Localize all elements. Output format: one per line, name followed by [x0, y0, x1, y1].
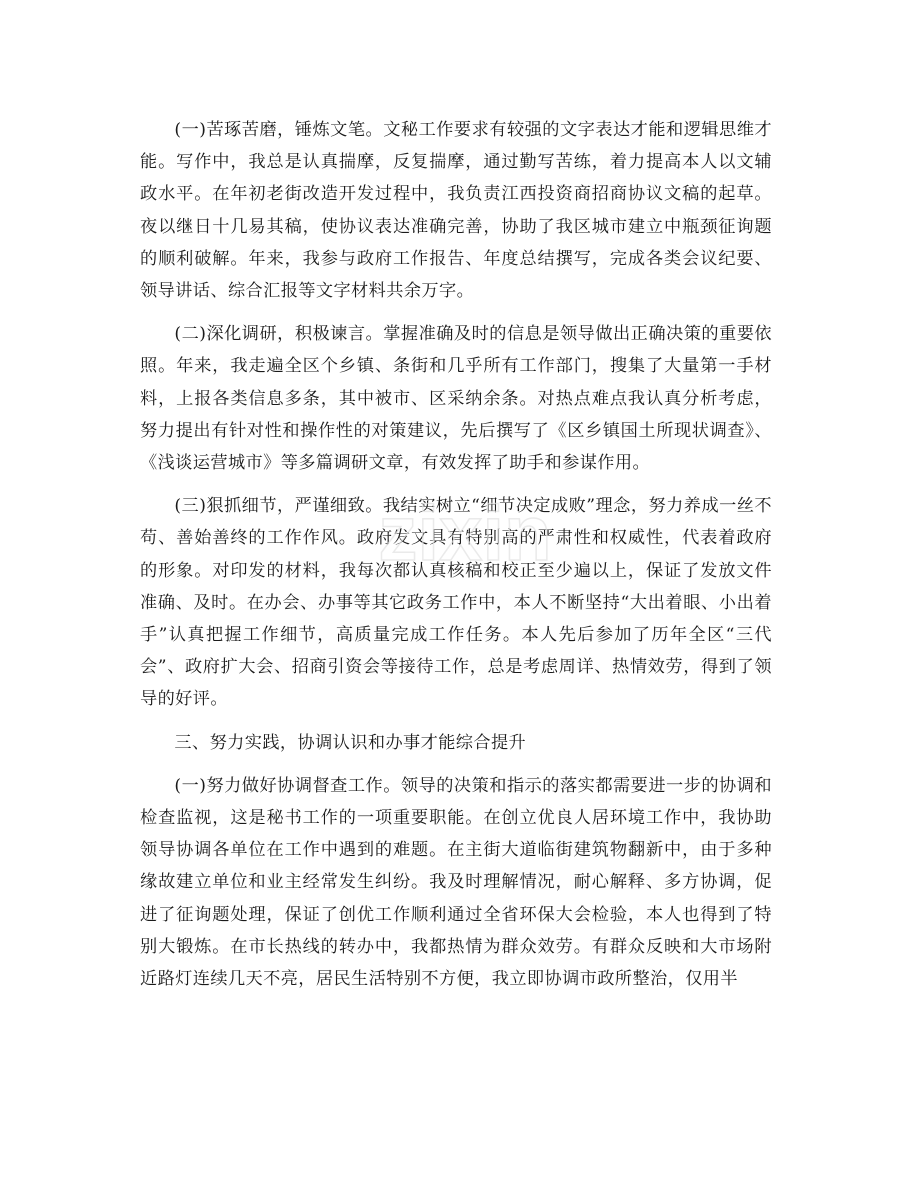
- paragraph-writing: (一)苦琢苦磨，锤炼文笔。文秘工作要求有较强的文字表达才能和逻辑思维才能。写作中，我总是认真揣摩，反复揣摩，通过勤写苦练，着力提高本人以文辅政水平。在年初老街改造开发过程中，我负责江西投资商招商协议文稿的起草。夜以继日十几易其稿，使协议表达准确完善，协助了我区城市建立中瓶颈征询题的顺利破解。年来，我参与政府工作报告、年度总结撰写，完成各类会议纪要、领导讲话、综合汇报等文字材料共余万字。: [140, 120, 772, 302]
- svg-text:zixin: zixin: [378, 489, 552, 577]
- section-heading: 三、努力实践，协调认识和办事才能综合提升: [174, 732, 527, 753]
- paragraph-coordination: (一)努力做好协调督查工作。领导的决策和指示的落实都需要进一步的协调和检查监视，这是秘书工作的一项重要职能。在创立优良人居环境工作中，我协助领导协调各单位在工作中遇到的难题。在主街大道临街建筑物翻新中，由于多种缘故建立单位和业主经常发生纠纷。我及时理解情况，耐心解释、多方协调，促进了征询题处理，保证了创优工作顺利通过全省环保大会检验，本人也得到了特别大锻炼。在市长热线的转办中，我都热情为群众效劳。有群众反映和大市场附近路灯连续几天不亮，居民生活特别不方便，我立即协调市政所整治，仅用半: [140, 775, 772, 990]
- paragraph-details: (三)狠抓细节，严谨细致。我结实树立“细节决定成败”理念，努力养成一丝不苟、善始善终的工作作风。政府发文具有特别高的严肃性和权威性，代表着政府的形象。对印发的材料，我每次都认真核稿和校正至少遍以上，保证了发放文件准确、及时。在办会、办事等其它政务工作中，本人不断坚持“大出着眼、小出着手”认真把握工作细节，高质量完成工作任务。本人先后参加了历年全区“三代会”、政府扩大会、招商引资会等接待工作，总是考虑周详、热情效劳，得到了领导的好评。: [140, 496, 772, 710]
- paragraph-research: (二)深化调研，积极谏言。掌握准确及时的信息是领导做出正确决策的重要依照。年来，我走遍全区个乡镇、条街和几乎所有工作部门，搜集了大量第一手材料，上报各类信息多条，其中被市、区采纳余条。对热点难点我认真分析考虑，努力提出有针对性和操作性的对策建议，先后撰写了《区乡镇国土所现状调查》、《浅谈运营城市》等多篇调研文章，有效发挥了助手和参谋作用。: [140, 324, 772, 474]
